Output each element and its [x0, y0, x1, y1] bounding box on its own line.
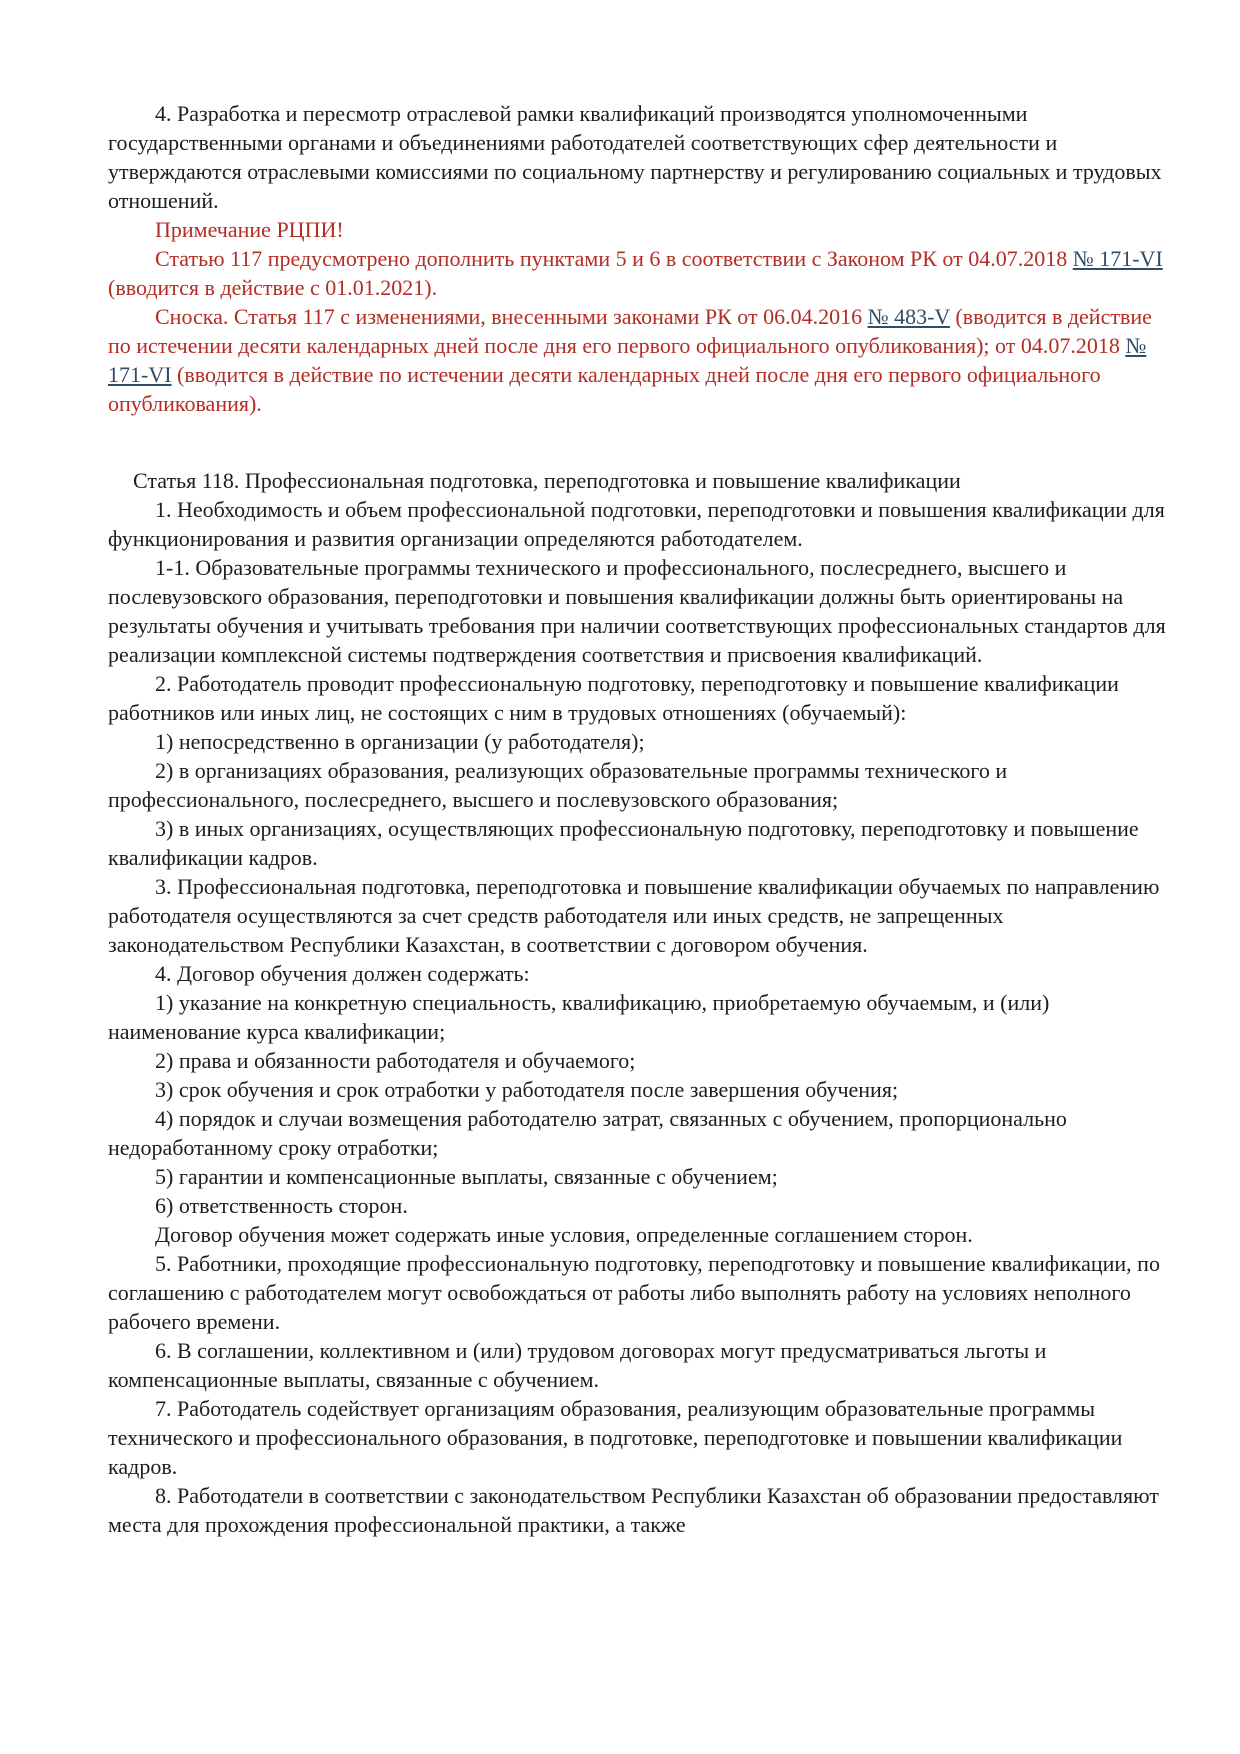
text-run: 3. Профессиональная подготовка, переподготовка и повышение квалификации обучаемых по направлению работодателя осуществляются за счет средств работодателя или иных средств, не запрещенных законодательством Республики Казахстан, в соответствии с договором обучения. — [108, 874, 1160, 957]
note-amendment-117 — [108, 244, 1174, 302]
clause-118-4-sub-5 — [108, 1162, 1174, 1191]
law-link[interactable]: № 483-V — [867, 304, 950, 329]
document-body — [108, 99, 1174, 1539]
text-run: 6) ответственность сторон. — [155, 1193, 408, 1218]
text-run: 4. Разработка и пересмотр отраслевой рамки квалификаций производятся уполномоченными государственными органами и объединениями работодателей соответствующих сфер деятельности и утверждаются отраслевыми комиссиями по социальному партнерству и регулированию социальных и трудовых отношений. — [108, 101, 1162, 213]
clause-118-3 — [108, 872, 1174, 959]
text-run: 4) порядок и случаи возмещения работодателю затрат, связанных с обучением, пропорционально недоработанному сроку отработки; — [108, 1106, 1067, 1160]
clause-118-4-sub-2 — [108, 1046, 1174, 1075]
clause-118-4-sub-4 — [108, 1104, 1174, 1162]
article-118-title — [108, 466, 1174, 495]
text-run: Примечание РЦПИ! — [155, 217, 344, 242]
text-run: 5. Работники, проходящие профессиональную подготовку, переподготовку и повышение квалификации, по соглашению с работодателем могут освобождаться от работы либо выполнять работу на условиях неполного рабочего времени. — [108, 1251, 1160, 1334]
text-run: (вводится в действие по истечении десяти календарных дней после дня его первого официального опубликования). — [108, 362, 1101, 416]
clause-118-8 — [108, 1481, 1174, 1539]
clause-118-2 — [108, 669, 1174, 727]
clause-118-4-closing — [108, 1220, 1174, 1249]
text-run: Статья 118. Профессиональная подготовка, переподготовка и повышение квалификации — [133, 468, 961, 493]
clause-118-4-sub-3 — [108, 1075, 1174, 1104]
text-run: 8. Работодатели в соответствии с законодательством Республики Казахстан об образовании предоставляют места для прохождения профессиональной практики, а также — [108, 1483, 1159, 1537]
text-run: 2. Работодатель проводит профессиональную подготовку, переподготовку и повышение квалификации работников или иных лиц, не состоящих с ним в трудовых отношениях (обучаемый): — [108, 671, 1119, 725]
text-run: 5) гарантии и компенсационные выплаты, связанные с обучением; — [155, 1164, 778, 1189]
clause-118-2-sub-2 — [108, 756, 1174, 814]
clause-118-4-sub-1 — [108, 988, 1174, 1046]
text-run: (вводится в действие с 01.01.2021). — [108, 275, 438, 300]
clause-117-4 — [108, 99, 1174, 215]
note-rcpi-label — [108, 215, 1174, 244]
text-run: 4. Договор обучения должен содержать: — [155, 961, 530, 986]
law-link[interactable]: № 171-VI — [108, 333, 1147, 387]
clause-118-1-1 — [108, 553, 1174, 669]
text-run: Сноска. Статья 117 с изменениями, внесенными законами РК от 06.04.2016 — [155, 304, 868, 329]
text-run: 2) права и обязанности работодателя и обучаемого; — [155, 1048, 636, 1073]
text-run: 1-1. Образовательные программы технического и профессионального, послесреднего, высшего и послевузовского образования, переподготовки и повышения квалификации должны быть ориентированы на результаты обучения и учитывать требования при наличии соответствующих профессиональных стандартов для реализации комплексной системы подтверждения соответствия и присвоения квалификаций. — [108, 555, 1166, 667]
clause-118-6 — [108, 1336, 1174, 1394]
clause-118-5 — [108, 1249, 1174, 1336]
text-run: 1) указание на конкретную специальность, квалификацию, приобретаемую обучаемым, и (или) наименование курса квалификации; — [108, 990, 1050, 1044]
text-run: 2) в организациях образования, реализующих образовательные программы технического и профессионального, послесреднего, высшего и послевузовского образования; — [108, 758, 1008, 812]
clause-118-7 — [108, 1394, 1174, 1481]
clause-118-2-sub-3 — [108, 814, 1174, 872]
text-run: (вводится в действие по истечении десяти календарных дней после дня его первого официального опубликования); от 04.07.2018 — [108, 304, 1152, 358]
clause-118-4 — [108, 959, 1174, 988]
text-run: 6. В соглашении, коллективном и (или) трудовом договорах могут предусматриваться льготы и компенсационные выплаты, связанные с обучением. — [108, 1338, 1047, 1392]
text-run: 3) срок обучения и срок отработки у работодателя после завершения обучения; — [155, 1077, 899, 1102]
clause-118-4-sub-6 — [108, 1191, 1174, 1220]
text-run: 7. Работодатель содействует организациям образования, реализующим образовательные программы технического и профессионального образования, в подготовке, переподготовке и повышении квалификации кадров. — [108, 1396, 1123, 1479]
law-link[interactable]: № 171-VI — [1072, 246, 1163, 271]
clause-118-2-sub-1 — [108, 727, 1174, 756]
clause-118-1 — [108, 495, 1174, 553]
footnote-117 — [108, 302, 1174, 418]
text-run: 3) в иных организациях, осуществляющих профессиональную подготовку, переподготовку и повышение квалификации кадров. — [108, 816, 1139, 870]
text-run: Договор обучения может содержать иные условия, определенные соглашением сторон. — [155, 1222, 973, 1247]
text-run: 1) непосредственно в организации (у работодателя); — [155, 729, 645, 754]
text-run: 1. Необходимость и объем профессиональной подготовки, переподготовки и повышения квалификации для функционирования и развития организации определяются работодателем. — [108, 497, 1165, 551]
text-run: Статью 117 предусмотрено дополнить пунктами 5 и 6 в соответствии с Законом РК от 04.07.2018 — [155, 246, 1073, 271]
